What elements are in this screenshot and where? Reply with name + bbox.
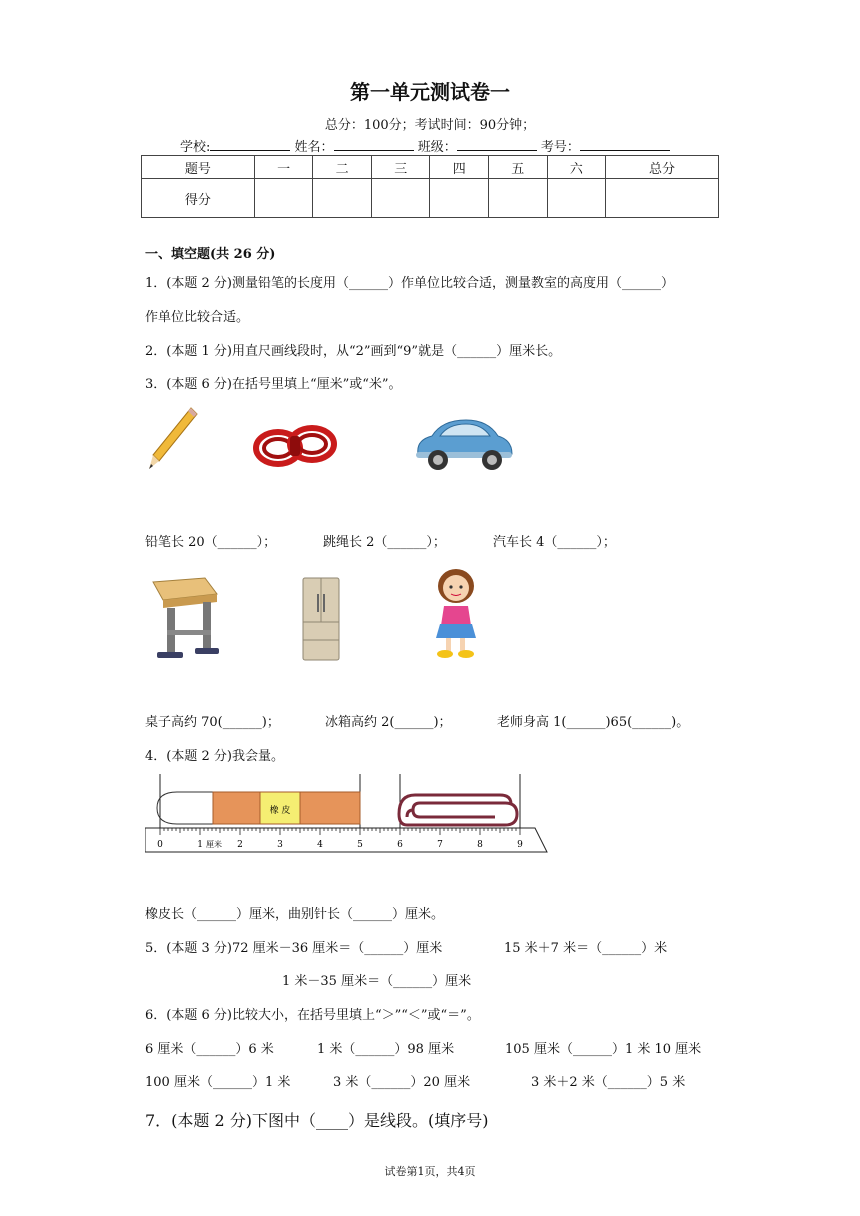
q3-rope-length: 跳绳长 2（______）；: [323, 535, 446, 550]
jump-rope-icon: [250, 418, 342, 476]
question-5-part-3: 1 米－35 厘米＝（______）厘米: [282, 974, 472, 989]
q6-compare-5: 3 米（______）20 厘米: [333, 1075, 471, 1090]
score-cell[interactable]: [489, 179, 548, 218]
class-blank[interactable]: [457, 138, 537, 151]
score-header-cell: 总分: [606, 156, 719, 179]
school-blank[interactable]: [210, 138, 290, 151]
question-5-part-2: 15 米＋7 米＝（______）米: [504, 941, 668, 956]
refrigerator-icon: [300, 576, 342, 662]
ruler-number-label: 5: [357, 840, 363, 850]
score-cell[interactable]: [430, 179, 489, 218]
question-1-line-1: 1．(本题 2 分)测量铅笔的长度用（______）作单位比较合适，测量教室的高度用（______）: [145, 276, 674, 291]
score-row-label: 得分: [142, 179, 255, 218]
score-header-cell: 四: [430, 156, 489, 179]
q6-compare-1: 6 厘米（______）6 米: [145, 1042, 274, 1057]
class-label: 班级：: [417, 140, 457, 155]
exam-no-label: 考号：: [540, 140, 580, 155]
q6-compare-6: 3 米＋2 米（______）5 米: [531, 1075, 686, 1090]
q3-teacher-height: 老师身高 1(______)65(______)。: [497, 715, 690, 730]
score-cell[interactable]: [254, 179, 313, 218]
question-1-line-2: 作单位比较合适。: [145, 310, 250, 325]
name-label: 姓名：: [294, 140, 334, 155]
section-heading: 一、填空题(共 26 分): [145, 247, 276, 262]
score-cell[interactable]: [547, 179, 606, 218]
score-cell[interactable]: [371, 179, 430, 218]
score-header-cell: 六: [547, 156, 606, 179]
score-table: [141, 155, 719, 218]
car-icon: [412, 412, 516, 474]
q3-pencil-length: 铅笔长 20（______）；: [145, 535, 277, 550]
ruler-number-label: 8: [477, 840, 483, 850]
q3-car-length: 汽车长 4（______）；: [493, 535, 616, 550]
score-header-cell: 五: [489, 156, 548, 179]
paper-clip-icon: [399, 795, 517, 825]
ruler-number-label: 2: [237, 840, 243, 850]
question-4: 4．(本题 2 分)我会量。: [145, 749, 284, 764]
ruler-number-label: 4: [317, 840, 323, 850]
q6-compare-3: 105 厘米（______）1 米 10 厘米: [505, 1042, 702, 1057]
name-blank[interactable]: [334, 138, 414, 151]
score-table-header-row: [142, 156, 719, 179]
score-header-cell: 三: [371, 156, 430, 179]
score-header-cell: 二: [313, 156, 372, 179]
exam-info: 总分：100分；考试时间：90分钟；: [324, 118, 536, 133]
score-header-cell: 一: [254, 156, 313, 179]
score-header-cell: 题号: [142, 156, 255, 179]
page-footer: 试卷第1页，共4页: [384, 1165, 476, 1178]
question-3: 3．(本题 6 分)在括号里填上“厘米”或“米”。: [145, 377, 402, 392]
girl-icon: [426, 566, 484, 662]
ruler-number-label: 3: [277, 840, 283, 850]
ruler-number-label: 1: [197, 840, 203, 850]
desk-icon: [143, 572, 223, 664]
page-title: 第一单元测试卷一: [350, 80, 510, 104]
question-7: 7．(本题 2 分)下图中（____）是线段。(填序号): [145, 1111, 489, 1130]
ruler-number-label: 9: [517, 840, 523, 850]
pencil-icon: [145, 405, 200, 473]
ruler-unit-label: 厘米: [206, 840, 222, 849]
q6-compare-2: 1 米（______）98 厘米: [317, 1042, 455, 1057]
question-2: 2．(本题 1 分)用直尺画线段时，从“2”画到“9”就是（______）厘米长。: [145, 344, 562, 359]
school-label: 学校:: [180, 140, 211, 155]
ruler-figure: [145, 770, 555, 858]
score-table-score-row: [142, 179, 719, 218]
ruler-number-label: 0: [157, 840, 163, 850]
score-cell[interactable]: [606, 179, 719, 218]
student-info-row: [180, 136, 670, 155]
question-4-answer: 橡皮长（______）厘米，曲别针长（______）厘米。: [145, 907, 445, 922]
question-6: 6．(本题 6 分)比较大小，在括号里填上“＞”“＜”或“＝”。: [145, 1008, 480, 1023]
score-cell[interactable]: [313, 179, 372, 218]
ruler-number-label: 6: [397, 840, 403, 850]
eraser-label: 橡 皮: [269, 806, 291, 816]
exam-no-blank[interactable]: [580, 138, 670, 151]
ruler-number-label: 7: [437, 840, 443, 850]
q3-desk-height: 桌子高约 70(______)；: [145, 715, 280, 730]
question-5-part-1: 5．(本题 3 分)72 厘米－36 厘米＝（______）厘米: [145, 941, 443, 956]
q6-compare-4: 100 厘米（______）1 米: [145, 1075, 291, 1090]
q3-fridge-height: 冰箱高约 2(______)；: [325, 715, 452, 730]
